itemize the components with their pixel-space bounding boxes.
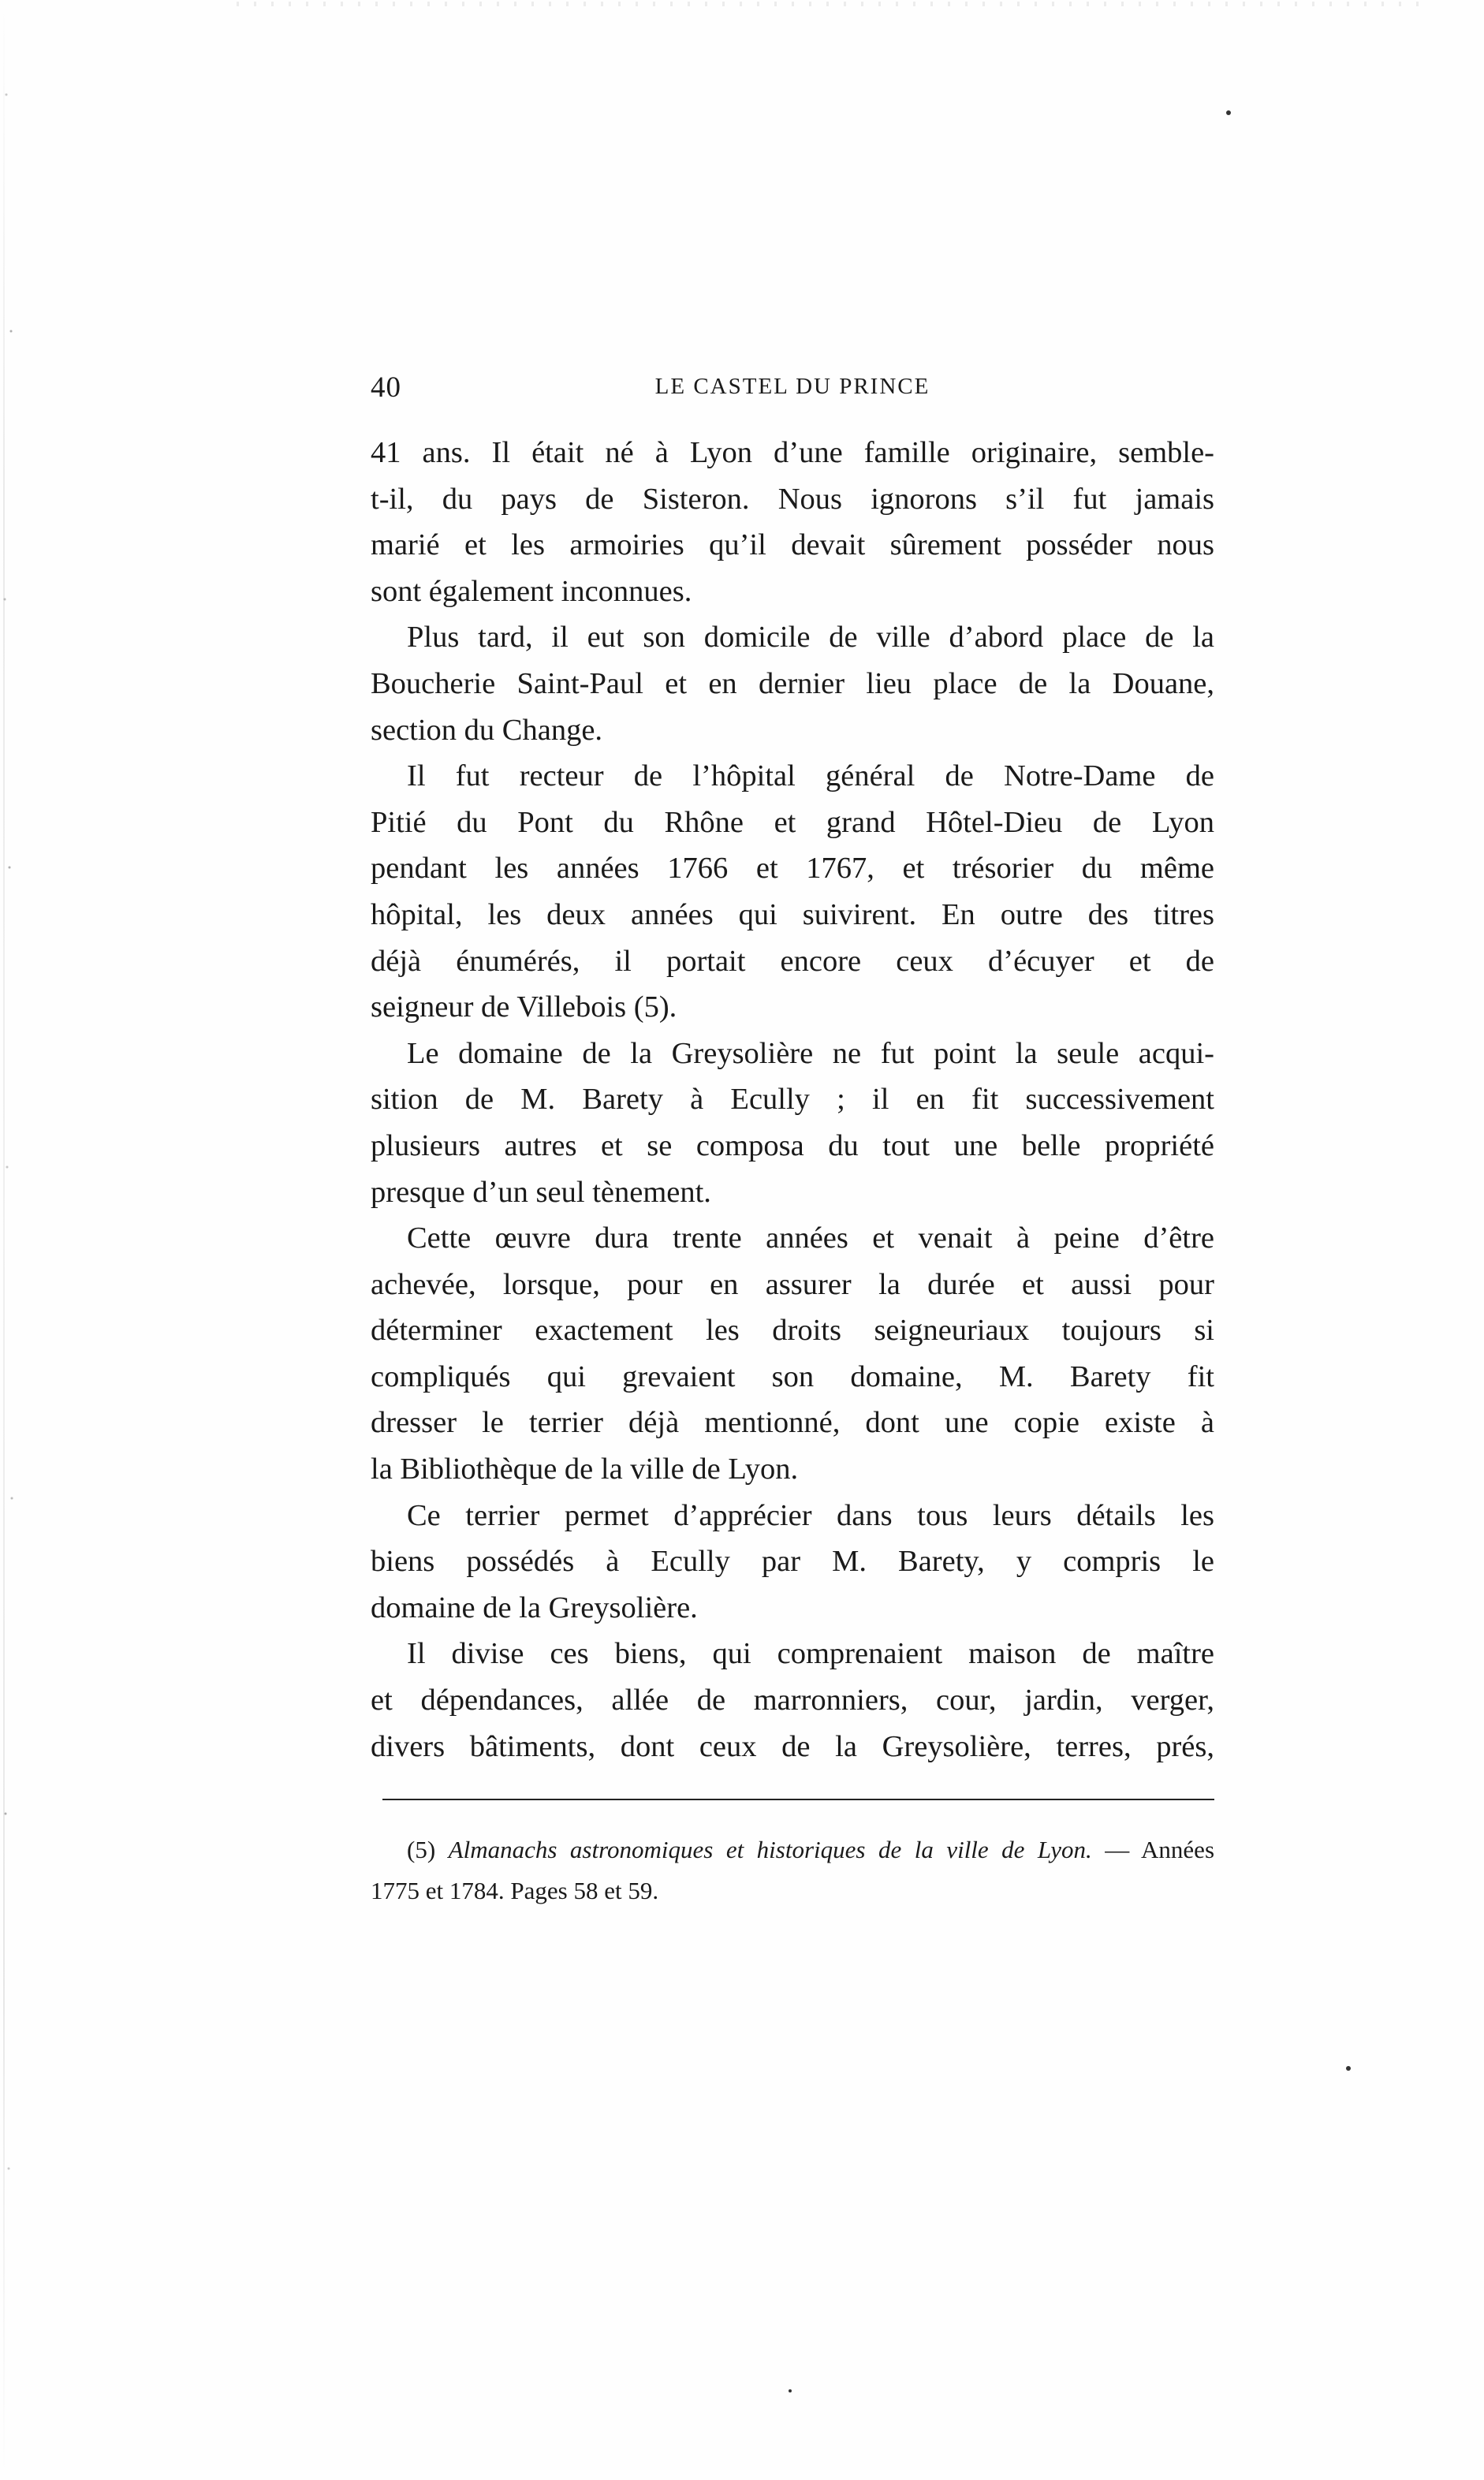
text-line: déjà énumérés, il portait encore ceux d’écuyer et de [371, 944, 1214, 978]
scan-speck [1226, 110, 1231, 115]
text-line: marié et les armoiries qu’il devait sûrement posséder nous [371, 528, 1214, 562]
text-line: Il divise ces biens, qui comprenaient maison de maître [407, 1637, 1214, 1671]
text-line: biens possédés à Ecully par M. Barety, y compris le [371, 1545, 1214, 1579]
text-line: la Bibliothèque de la ville de Lyon. [371, 1453, 799, 1486]
scan-speck [789, 2389, 792, 2392]
body-text [371, 430, 1214, 1770]
scan-speck [1346, 2066, 1351, 2071]
text-line: domaine de la Greysolière. [371, 1591, 698, 1624]
text-line: Ce terrier permet d’apprécier dans tous leurs détails les [407, 1498, 1214, 1532]
text-line: sition de M. Barety à Ecully ; il en fit successivement [371, 1083, 1214, 1117]
text-line: Il fut recteur de l’hôpital général de Notre-Dame de [407, 759, 1214, 793]
text-line: Le domaine de la Greysolière ne fut point la seule acqui- [407, 1036, 1214, 1070]
text-line: pendant les années 1766 et 1767, et trésorier du même [371, 852, 1214, 886]
scan-top-speckle [237, 2, 1419, 6]
footnote-line-1 [371, 1829, 1214, 1870]
running-title: LE CASTEL DU PRINCE [654, 374, 930, 399]
footnote-title: Almanachs astronomiques et historiques de la ville de Lyon. [448, 1836, 1092, 1863]
text-line: Pitié du Pont du Rhône et grand Hôtel-Dieu de Lyon [371, 805, 1214, 839]
footnote-line-2: 1775 et 1784. Pages 58 et 59. [371, 1877, 659, 1904]
text-line: section du Change. [371, 713, 603, 747]
text-line: divers bâtiments, dont ceux de la Greysolière, terres, prés, [371, 1729, 1214, 1763]
text-line: plusieurs autres et se composa du tout une belle propriété [371, 1128, 1214, 1162]
text-line: Plus tard, il eut son domicile de ville d’abord place de la [407, 621, 1214, 654]
text-line: t-il, du pays de Sisteron. Nous ignorons s’il fut jamais [371, 482, 1214, 516]
text-line: hôpital, les deux années qui suivirent. En outre des titres [371, 897, 1214, 931]
text-line: 41 ans. Il était né à Lyon d’une famille originaire, semble- [371, 436, 1214, 469]
text-line: et dépendances, allée de marronniers, cour, jardin, verger, [371, 1684, 1214, 1717]
text-line: dresser le terrier déjà mentionné, dont une copie existe à [371, 1406, 1214, 1440]
text-line: seigneur de Villebois (5). [371, 990, 677, 1024]
text-line: Cette œuvre dura trente années et venait à peine d’être [407, 1221, 1214, 1255]
page-number: 40 [371, 371, 401, 404]
footnote-rule [382, 1799, 1214, 1800]
text-line: compliqués qui grevaient son domaine, M. Barety fit [371, 1359, 1214, 1393]
footnote-rest: — Années [1105, 1836, 1215, 1863]
text-line: déterminer exactement les droits seigneuriaux toujours si [371, 1314, 1214, 1348]
text-line: sont également inconnues. [371, 574, 692, 608]
scan-edge-speckle [0, 0, 32, 2480]
footnote-marker: (5) [407, 1836, 436, 1863]
text-line: achevée, lorsque, pour en assurer la durée et aussi pour [371, 1267, 1214, 1301]
text-line: presque d’un seul tènement. [371, 1175, 711, 1209]
text-line: Boucherie Saint-Paul et en dernier lieu place de la Douane, [371, 666, 1214, 700]
footnote [371, 1829, 1214, 1911]
page-header [371, 371, 1214, 410]
